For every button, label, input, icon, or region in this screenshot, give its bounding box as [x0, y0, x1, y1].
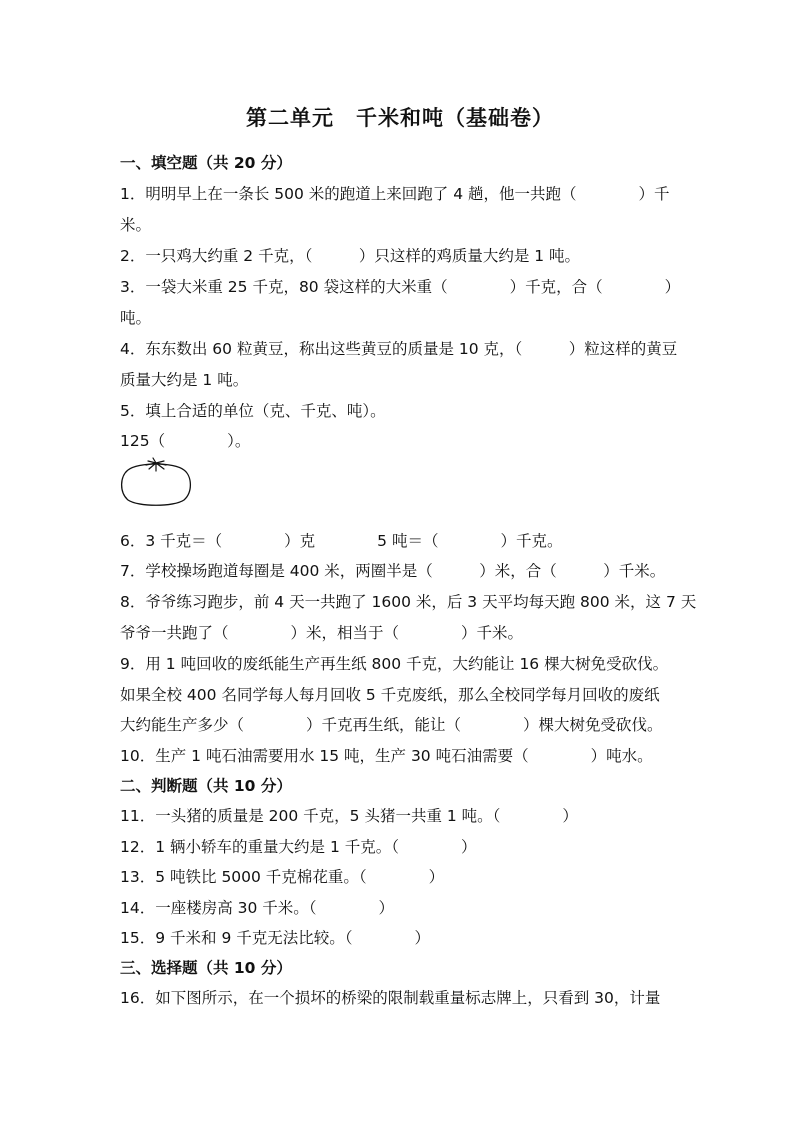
question-8-line-2: 爷爷一共跑了（ ）米，相当于（ ）千米。: [120, 624, 524, 642]
question-5: 5．填上合适的单位（克、千克、吨）。: [120, 402, 386, 420]
question-3-line-2: 吨。: [120, 309, 152, 327]
question-9-line-3: 大约能生产多少（ ）千克再生纸，能让（ ）棵大树免受砍伐。: [120, 716, 663, 734]
section-heading-fill-blank: 一、填空题（共 20 分）: [120, 154, 292, 172]
question-11: 11．一头猪的质量是 200 千克，5 头猪一共重 1 吨。（ ）: [120, 807, 578, 825]
question-14: 14．一座楼房高 30 千米。（ ）: [120, 899, 395, 917]
section-heading-true-false: 二、判断题（共 10 分）: [120, 777, 292, 795]
question-7: 7．学校操场跑道每圈是 400 米，两圈半是（ ）米，合（ ）千米。: [120, 562, 666, 580]
question-8-line-1: 8．爷爷练习跑步，前 4 天一共跑了 1600 米，后 3 天平均每天跑 800 米，这 7 天: [120, 593, 697, 611]
question-10: 10．生产 1 吨石油需要用水 15 吨，生产 30 吨石油需要（ ）吨水。: [120, 747, 653, 765]
question-5-item: 125（ ）。: [120, 432, 251, 450]
question-16-line-1: 16．如下图所示，在一个损坏的桥梁的限制载重量标志牌上，只看到 30，计量: [120, 989, 661, 1007]
question-12: 12．1 辆小轿车的重量大约是 1 千克。（ ）: [120, 838, 477, 856]
question-2: 2．一只鸡大约重 2 千克，（ ）只这样的鸡质量大约是 1 吨。: [120, 247, 581, 265]
question-9-line-2: 如果全校 400 名同学每人每月回收 5 千克废纸，那么全校同学每月回收的废纸: [120, 686, 660, 704]
question-1-line-1: 1．明明早上在一条长 500 米的跑道上来回跑了 4 趟，他一共跑（ ）千: [120, 185, 670, 203]
question-1-line-2: 米。: [120, 216, 152, 234]
question-15: 15．9 千米和 9 千克无法比较。（ ）: [120, 929, 430, 947]
question-13: 13．5 吨铁比 5000 千克棉花重。（ ）: [120, 868, 445, 886]
page-title: 第二单元 千米和吨（基础卷）: [246, 106, 554, 130]
question-4-line-2: 质量大约是 1 吨。: [120, 371, 249, 389]
question-9-line-1: 9．用 1 吨回收的废纸能生产再生纸 800 千克，大约能让 16 棵大树免受砍伐。: [120, 655, 669, 673]
question-4-line-1: 4．东东数出 60 粒黄豆，称出这些黄豆的质量是 10 克，（ ）粒这样的黄豆: [120, 340, 678, 358]
tomato-image: [118, 456, 194, 508]
section-heading-multiple-choice: 三、选择题（共 10 分）: [120, 959, 292, 977]
question-3-line-1: 3．一袋大米重 25 千克，80 袋这样的大米重（ ）千克，合（ ）: [120, 278, 681, 296]
question-6: 6．3 千克＝（ ）克 5 吨＝（ ）千克。: [120, 532, 563, 550]
